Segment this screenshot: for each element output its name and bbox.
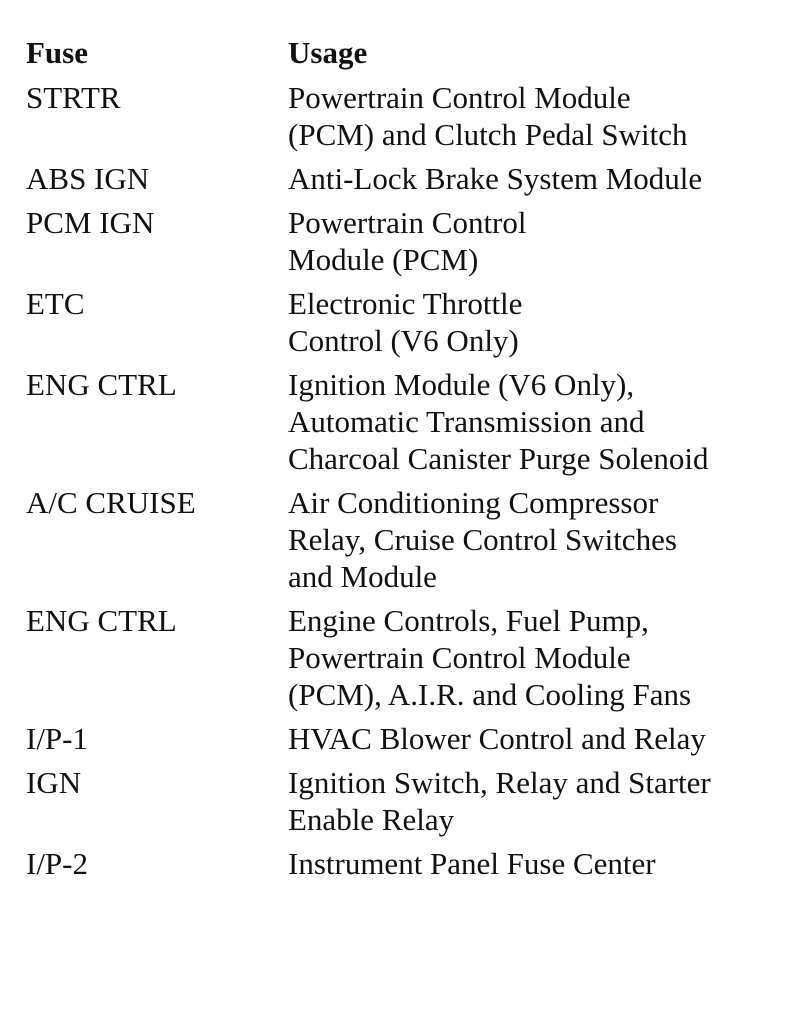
fuse-usage <box>288 79 786 153</box>
table-row <box>26 764 786 838</box>
usage-line: (PCM) and Clutch Pedal Switch <box>288 117 688 152</box>
usage-line: HVAC Blower Control and Relay <box>288 721 706 756</box>
usage-line: Ignition Module (V6 Only), <box>288 367 635 402</box>
usage-line: Electronic Throttle <box>288 286 523 321</box>
usage-line: Charcoal Canister Purge Solenoid <box>288 441 709 476</box>
fuse-name: PCM IGN <box>26 205 155 240</box>
fuse-name: I/P-2 <box>26 846 88 881</box>
fuse-name: I/P-1 <box>26 721 88 756</box>
usage-line: Powertrain Control Module <box>288 80 631 115</box>
table-row <box>26 204 786 278</box>
fuse-name: IGN <box>26 765 82 800</box>
table-row <box>26 720 786 757</box>
usage-line: Engine Controls, Fuel Pump, <box>288 603 649 638</box>
usage-column-header: Usage <box>288 35 368 70</box>
fuse-column-header: Fuse <box>26 35 88 70</box>
usage-line: Enable Relay <box>288 802 455 837</box>
fuse-usage <box>288 602 786 713</box>
usage-line: Air Conditioning Compressor <box>288 485 659 520</box>
fuse-name: STRTR <box>26 80 121 115</box>
fuse-name: ENG CTRL <box>26 367 177 402</box>
usage-line: (PCM), A.I.R. and Cooling Fans <box>288 677 692 712</box>
fuse-name: ENG CTRL <box>26 603 177 638</box>
usage-line: Instrument Panel Fuse Center <box>288 846 656 881</box>
fuse-usage <box>288 160 786 197</box>
fuse-name: ETC <box>26 286 85 321</box>
table-row <box>26 484 786 595</box>
fuse-usage <box>288 204 786 278</box>
table-row <box>26 285 786 359</box>
fuse-name: ABS IGN <box>26 161 150 196</box>
fuse-usage <box>288 484 786 595</box>
usage-line: Automatic Transmission and <box>288 404 645 439</box>
usage-line: Relay, Cruise Control Switches <box>288 522 677 557</box>
fuse-usage <box>288 720 786 757</box>
table-row <box>26 366 786 477</box>
fuse-usage <box>288 845 786 882</box>
fuse-name: A/C CRUISE <box>26 485 196 520</box>
fuse-usage <box>288 764 786 838</box>
fuse-usage <box>288 285 786 359</box>
usage-line: Anti-Lock Brake System Module <box>288 161 703 196</box>
table-row <box>26 160 786 197</box>
usage-line: Powertrain Control <box>288 205 527 240</box>
usage-line: Module (PCM) <box>288 242 479 277</box>
fuse-usage <box>288 366 786 477</box>
usage-line: Control (V6 Only) <box>288 323 519 358</box>
fuse-usage-table <box>26 34 786 889</box>
table-row <box>26 845 786 882</box>
table-header-row <box>26 34 786 72</box>
usage-line: and Module <box>288 559 437 594</box>
usage-line: Powertrain Control Module <box>288 640 631 675</box>
table-row <box>26 602 786 713</box>
table-row <box>26 79 786 153</box>
usage-line: Ignition Switch, Relay and Starter <box>288 765 711 800</box>
